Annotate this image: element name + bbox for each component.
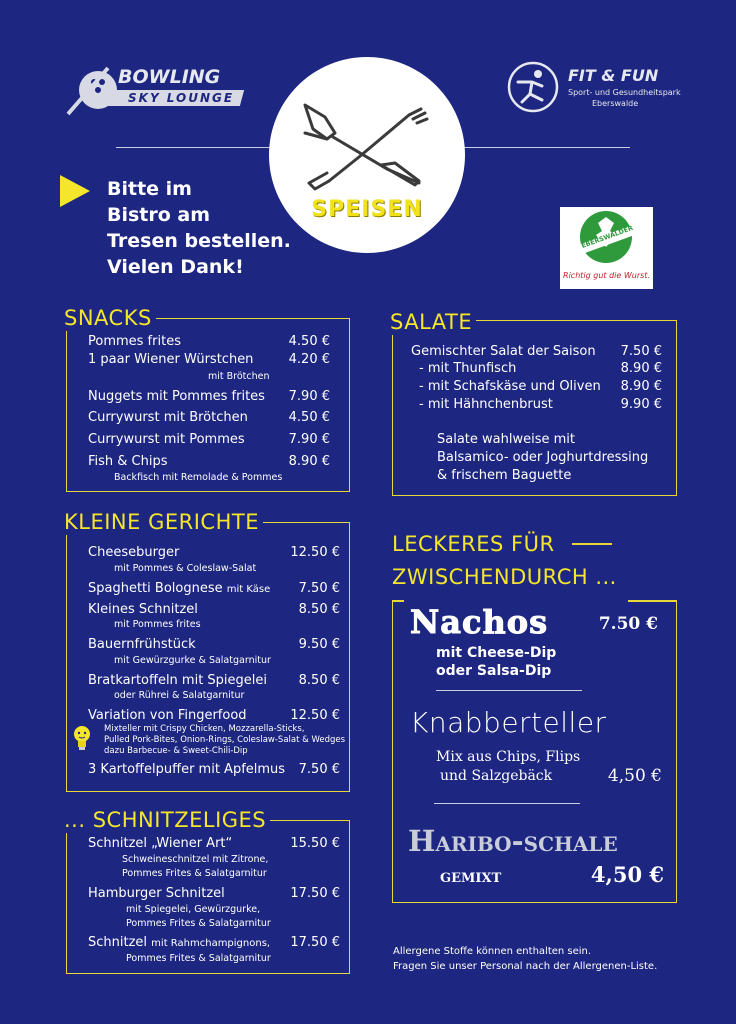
- fitfun-runner-icon: [506, 60, 560, 114]
- salat-item: Gemischter Salat der Saison: [411, 344, 596, 359]
- allergene-line: Fragen Sie unser Personal nach der Allergenen-Liste.: [393, 961, 658, 972]
- schnitzel-sub: Schweineschnitzel mit Zitrone,: [122, 854, 269, 865]
- kleine-title: KLEINE GERICHTE: [60, 509, 263, 535]
- eberswalder-logo: [560, 207, 653, 289]
- kleine-item-name: Spaghetti Bolognese: [88, 581, 223, 596]
- salat-price: 8.90 €: [620, 379, 662, 394]
- salat-note-line: & frischem Baguette: [437, 468, 572, 483]
- salat-item: - mit Hähnchenbrust: [419, 397, 553, 412]
- schnitzel-item-suffix: mit Rahmchampignons,: [151, 938, 271, 949]
- knabber-sub: und Salzgebäck: [440, 768, 553, 784]
- bowling-logo-line2: SKY LOUNGE: [128, 91, 235, 105]
- kleine-sub: oder Rührei & Salatgarnitur: [114, 690, 245, 701]
- snack-price: 7.90 €: [288, 432, 330, 447]
- kleine-price: 7.50 €: [298, 581, 340, 596]
- fitfun-sub1: Sport- und Gesundheitspark: [568, 88, 681, 97]
- header-divider-left: [116, 147, 276, 148]
- kleine-item: Kleines Schnitzel: [88, 602, 198, 617]
- schnitzel-sub: Pommes Frites & Salatgarnitur: [126, 953, 271, 964]
- salat-price: 9.90 €: [620, 397, 662, 412]
- snack-price: 8.90 €: [288, 454, 330, 469]
- haribo-sub: gemixt: [440, 866, 502, 887]
- allergene-line: Allergene Stoffe können enthalten sein.: [393, 946, 592, 957]
- speisen-title: SPEISEN: [311, 197, 423, 222]
- schnitzel-title: ... SCHNITZELIGES: [60, 807, 270, 833]
- leckeres-divider: [434, 803, 580, 804]
- salat-item: - mit Thunfisch: [419, 361, 517, 376]
- kleine-price: 7.50 €: [298, 762, 340, 777]
- haribo-price: 4,50 €: [590, 862, 664, 887]
- knabber-price: 4,50 €: [607, 766, 662, 786]
- salate-title: SALATE: [386, 309, 476, 335]
- kleine-sub: mit Pommes & Coleslaw-Salat: [114, 563, 257, 574]
- snack-price: 4.50 €: [288, 334, 330, 349]
- order-notice: [107, 176, 291, 280]
- speisen-circle: [269, 57, 465, 253]
- snack-item: Pommes frites: [88, 334, 181, 349]
- fitfun-sub2: Eberswalde: [592, 99, 639, 108]
- kleine-item: Cheeseburger: [88, 545, 180, 560]
- nachos-price: 7.50 €: [598, 614, 658, 634]
- schnitzel-item-name: Schnitzel: [88, 935, 148, 950]
- order-notice-line: Bistro am: [107, 204, 211, 226]
- nachos-name: Nachos: [410, 603, 549, 641]
- schnitzel-sub: Pommes Frites & Salatgarnitur: [126, 918, 271, 929]
- schnitzel-price: 15.50 €: [290, 836, 340, 851]
- kleine-item: 3 Kartoffelpuffer mit Apfelmus: [88, 762, 286, 777]
- kleine-price: 12.50 €: [290, 708, 340, 723]
- schnitzel-price: 17.50 €: [290, 935, 340, 950]
- schnitzel-price: 17.50 €: [290, 886, 340, 901]
- kleine-sub: Pulled Pork-Bites, Onion-Rings, Coleslaw-Salat & Wedges: [104, 735, 346, 745]
- schnitzel-item: Hamburger Schnitzel: [88, 886, 225, 901]
- kleine-price: 9.50 €: [298, 637, 340, 652]
- kleine-item: Bauernfrühstück: [88, 637, 196, 652]
- header-divider-right: [462, 147, 630, 148]
- snack-item: Currywurst mit Brötchen: [88, 410, 248, 425]
- snack-price: 7.90 €: [288, 389, 330, 404]
- snack-sub: Backfisch mit Remolade & Pommes: [114, 472, 283, 483]
- bowling-logo: [64, 62, 244, 118]
- snack-sub: mit Brötchen: [208, 371, 270, 382]
- haribo-name: Haribo-schale: [408, 824, 618, 858]
- order-notice-line: Vielen Dank!: [107, 256, 244, 278]
- salat-price: 8.90 €: [620, 361, 662, 376]
- bowling-logo-line1: BOWLING: [118, 66, 221, 88]
- snack-item: Nuggets mit Pommes frites: [88, 389, 265, 404]
- kleine-price: 12.50 €: [290, 545, 340, 560]
- leckeres-divider: [436, 690, 582, 691]
- leckeres-title-line1: LECKERES FÜR: [388, 531, 561, 557]
- snack-item: Fish & Chips: [88, 454, 168, 469]
- knabber-name: Knabberteller: [410, 706, 607, 739]
- lightbulb-icon: [72, 724, 92, 752]
- snack-item: Currywurst mit Pommes: [88, 432, 245, 447]
- kleine-item: Bratkartoffeln mit Spiegelei: [88, 673, 268, 688]
- nachos-sub: mit Cheese-Dip: [436, 645, 557, 661]
- salat-item: - mit Schafskäse und Oliven: [419, 379, 601, 394]
- leckeres-title-line2: ZWISCHENDURCH ...: [388, 564, 621, 590]
- fitfun-title: FIT & FUN: [568, 66, 659, 85]
- nachos-sub: oder Salsa-Dip: [436, 663, 552, 679]
- kleine-price: 8.50 €: [298, 673, 340, 688]
- fitfun-logo: [506, 60, 696, 116]
- order-notice-line: Tresen bestellen.: [107, 230, 291, 252]
- kleine-price: 8.50 €: [298, 602, 340, 617]
- fork-knife-icon: [269, 57, 465, 253]
- schnitzel-item: Schnitzel „Wiener Art“: [88, 836, 233, 851]
- knabber-sub: Mix aus Chips, Flips: [436, 749, 581, 765]
- leckeres-title-rule: [572, 543, 612, 545]
- kleine-sub: dazu Barbecue- & Sweet-Chili-Dip: [104, 746, 248, 756]
- kleine-sub: Mixteller mit Crispy Chicken, Mozzarella-Sticks,: [104, 724, 305, 734]
- snack-price: 4.50 €: [288, 410, 330, 425]
- eberswalder-name: EBERSWALDER: [580, 223, 635, 251]
- snacks-title: SNACKS: [60, 305, 156, 331]
- salat-price: 7.50 €: [620, 344, 662, 359]
- schnitzel-item: [88, 935, 270, 952]
- schnitzel-sub: Pommes Frites & Salatgarnitur: [122, 868, 267, 879]
- kleine-item: Variation von Fingerfood: [88, 708, 247, 723]
- leckeres-box-top-left: [392, 600, 404, 602]
- schnitzel-sub: mit Spiegelei, Gewürzgurke,: [126, 904, 261, 915]
- kleine-item-suffix: mit Käse: [226, 584, 271, 595]
- order-notice-line: Bitte im: [107, 178, 192, 200]
- leckeres-box-top-right: [628, 600, 677, 602]
- salat-note-line: Salate wahlweise mit: [437, 432, 575, 447]
- snack-price: 4.20 €: [288, 352, 330, 367]
- kleine-sub: mit Pommes frites: [114, 619, 201, 630]
- snack-item: 1 paar Wiener Würstchen: [88, 352, 254, 367]
- kleine-item: [88, 581, 270, 598]
- play-arrow-icon: [60, 175, 90, 207]
- kleine-sub: mit Gewürzgurke & Salatgarnitur: [114, 655, 271, 666]
- eberswalder-slogan: Richtig gut die Wurst.: [563, 271, 650, 280]
- salat-note-line: Balsamico- oder Joghurtdressing: [437, 450, 649, 465]
